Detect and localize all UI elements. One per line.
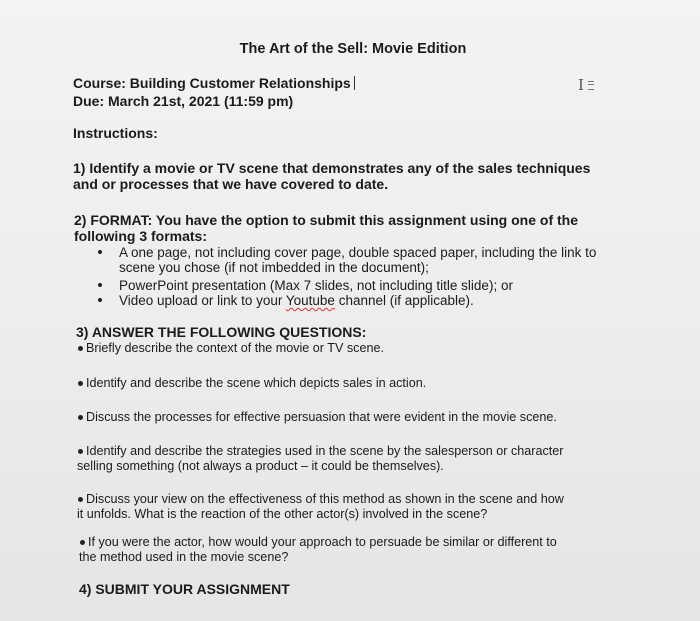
text-cursor-icon — [354, 76, 355, 90]
youtube-link-text: Youtube — [285, 293, 335, 308]
item4-heading: 4) SUBMIT YOUR ASSIGNMENT — [79, 581, 290, 597]
format-bullet-3: Video upload or link to your Youtube channel (if applicable). — [119, 293, 474, 308]
bullet-icon — [78, 449, 83, 454]
ibeam-cursor-icon: I — [578, 76, 584, 94]
bullet-icon — [78, 381, 83, 386]
question-1: Briefly describe the context of the movie or TV scene. — [86, 341, 384, 355]
question-6-line1: If you were the actor, how would your approach to persuade be similar or different to — [88, 535, 557, 549]
item3-heading: 3) ANSWER THE FOLLOWING QUESTIONS: — [76, 324, 367, 340]
page-title: The Art of the Sell: Movie Edition — [239, 41, 467, 57]
item2-line1: 2) FORMAT: You have the option to submit this assignment using one of the — [74, 212, 579, 228]
format-bullet-1-line1: A one page, not including cover page, double spaced paper, including the link to — [119, 245, 597, 260]
question-4-line2: selling something (not always a product – it could be themselves). — [77, 459, 444, 473]
format-bullet-1-line2: scene you chose (if not imbedded in the document); — [119, 260, 429, 275]
bullet-icon — [78, 497, 83, 502]
due-line: Due: March 21st, 2021 (11:59 pm) — [73, 93, 294, 109]
question-5-line2: it unfolds. What is the reaction of the other actor(s) involved in the scene? — [77, 507, 488, 521]
question-6-line2: the method used in the movie scene? — [79, 550, 289, 564]
course-line: Course: Building Customer Relationships — [73, 75, 355, 91]
bullet-icon — [98, 250, 102, 254]
item1-line1: 1) Identify a movie or TV scene that demonstrates any of the sales techniques — [73, 160, 591, 176]
question-3: Discuss the processes for effective persuasion that were evident in the movie scene. — [86, 410, 557, 424]
question-2: Identify and describe the scene which depicts sales in action. — [86, 376, 427, 390]
bullet-icon — [80, 540, 85, 545]
bullet-icon — [78, 415, 83, 420]
bullet-icon — [78, 346, 83, 351]
format-bullet-2: PowerPoint presentation (Max 7 slides, not including title slide); or — [119, 278, 513, 293]
ibeam-lines-icon — [588, 81, 594, 90]
question-4-line1: Identify and describe the strategies used in the scene by the salesperson or character — [86, 444, 564, 458]
bullet-icon — [98, 298, 102, 302]
bullet-icon — [98, 283, 102, 287]
instructions-heading: Instructions: — [73, 125, 158, 141]
question-5-line1: Discuss your view on the effectiveness of this method as shown in the scene and how — [86, 492, 564, 506]
item1-line2: and or processes that we have covered to date. — [73, 176, 389, 192]
item2-line2: following 3 formats: — [74, 228, 207, 244]
